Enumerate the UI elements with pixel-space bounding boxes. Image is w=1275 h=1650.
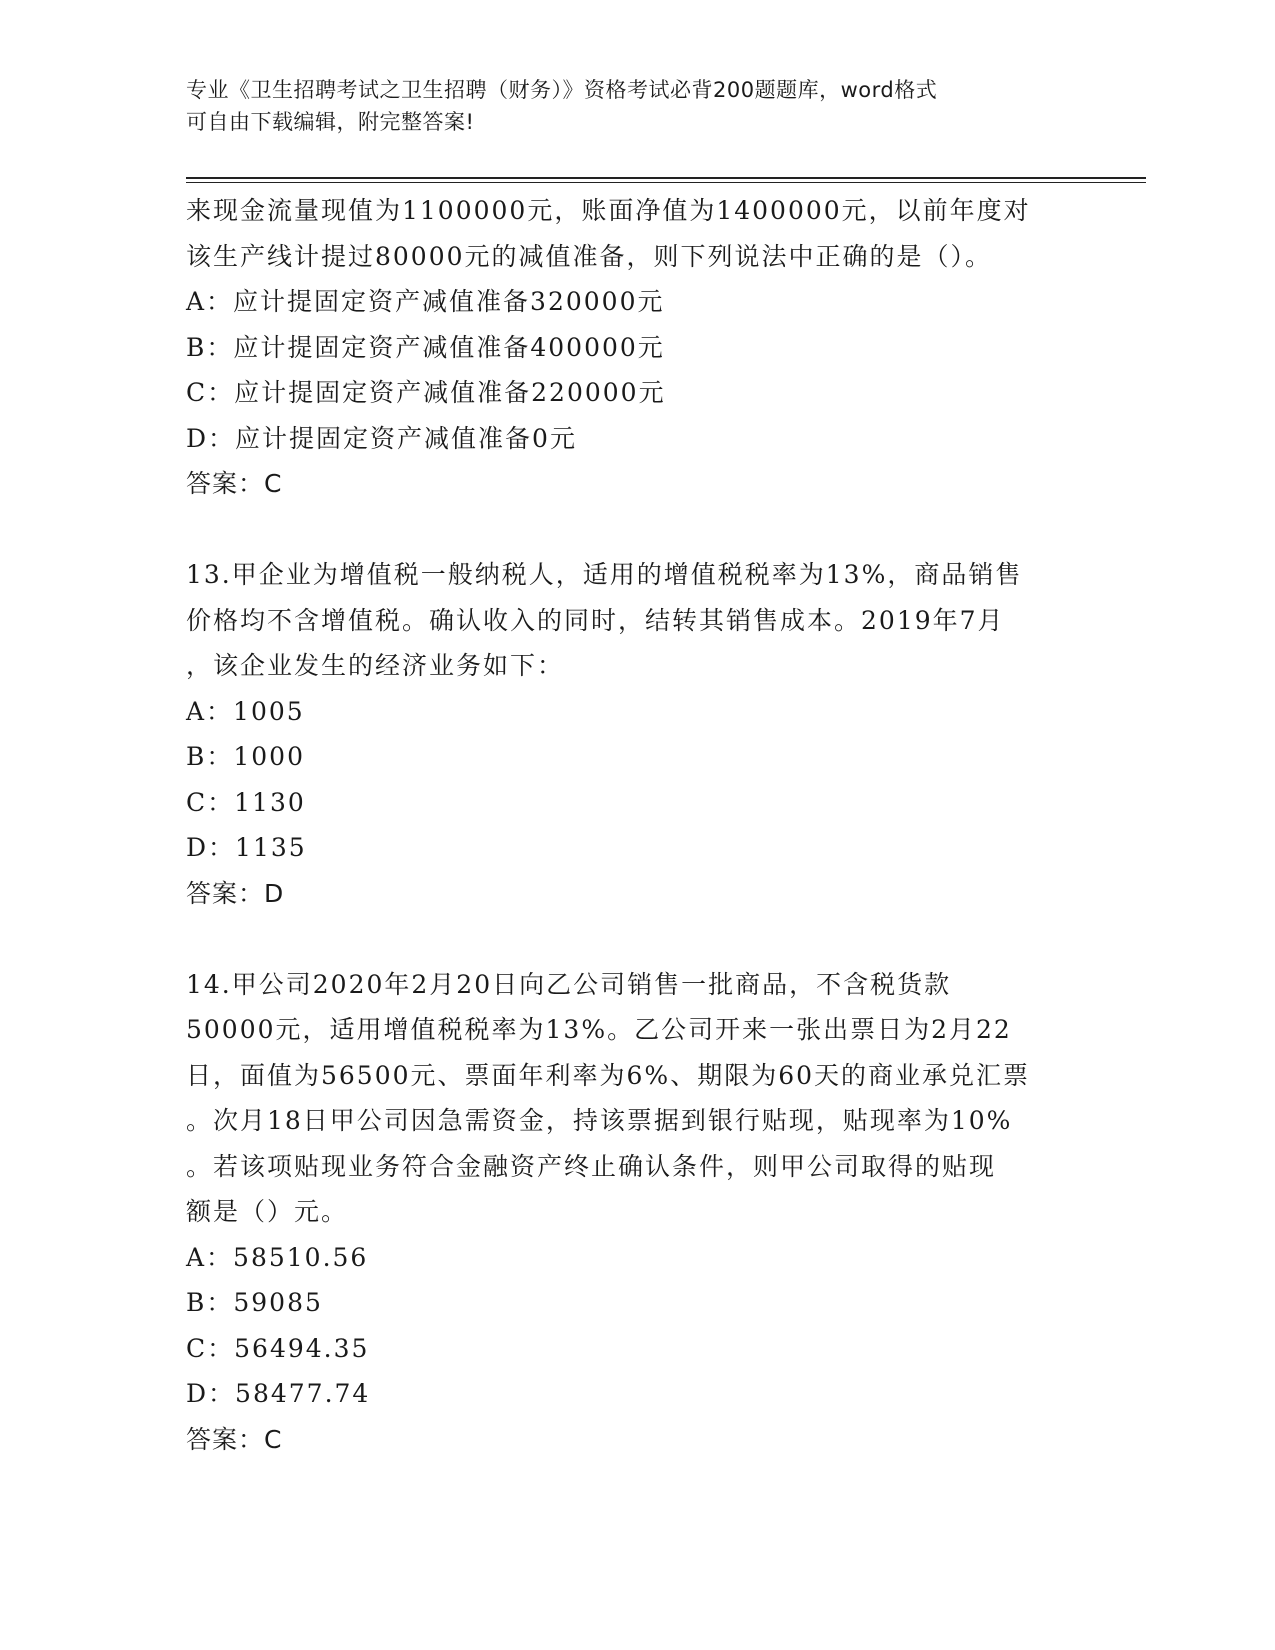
answer-line: 答案：D — [186, 878, 285, 908]
question-stem-line: 该生产线计提过80000元的减值准备，则下列说法中正确的是（）。 — [186, 241, 993, 271]
option-c: C：56494.35 — [186, 1333, 370, 1363]
option-a: A：应计提固定资产减值准备320000元 — [186, 287, 665, 316]
question-stem-line: 。次月18日甲公司因急需资金，持该票据到银行贴现，贴现率为10% — [186, 1106, 1013, 1135]
question-spacer — [186, 916, 1086, 962]
header-divider-thick — [186, 177, 1146, 179]
question-12 — [186, 188, 1086, 507]
option-c: C：应计提固定资产减值准备220000元 — [186, 378, 666, 407]
question-14 — [186, 962, 1086, 1463]
question-stem-line: 。若该项贴现业务符合金融资产终止确认条件，则甲公司取得的贴现 — [186, 1151, 997, 1181]
header-title-line-2: 可自由下载编辑，附完整答案! — [186, 110, 475, 134]
header-divider-thin — [186, 182, 1146, 183]
answer-line: 答案：C — [186, 469, 283, 498]
question-stem-line: ，该企业发生的经济业务如下： — [186, 651, 565, 680]
option-a: A：1005 — [186, 696, 305, 726]
option-d: D：58477.74 — [186, 1379, 371, 1408]
option-b: B：1000 — [186, 742, 305, 771]
question-stem-line: 价格均不含增值税。确认收入的同时，结转其销售成本。2019年7月 — [186, 605, 1005, 635]
question-stem-line: 来现金流量现值为1100000元，账面净值为1400000元，以前年度对 — [186, 196, 1031, 225]
option-b: B：59085 — [186, 1288, 323, 1317]
option-d: D：1135 — [186, 833, 307, 862]
option-d: D：应计提固定资产减值准备0元 — [186, 423, 577, 453]
document-header — [186, 74, 1066, 138]
question-spacer — [186, 507, 1086, 553]
option-b: B：应计提固定资产减值准备400000元 — [186, 332, 665, 362]
question-stem-line: 13.甲企业为增值税一般纳税人，适用的增值税税率为13%，商品销售 — [186, 560, 1023, 589]
option-c: C：1130 — [186, 787, 306, 817]
header-title-line-1: 专业《卫生招聘考试之卫生招聘（财务）》资格考试必背200题题库，word格式 — [186, 78, 938, 102]
document-body — [186, 188, 1086, 1462]
question-13 — [186, 552, 1086, 916]
option-a: A：58510.56 — [186, 1242, 369, 1272]
question-stem-line: 日，面值为56500元、票面年利率为6%、期限为60天的商业承兑汇票 — [186, 1060, 1031, 1090]
question-stem-line: 14.甲公司2020年2月20日向乙公司销售一批商品，不含税货款 — [186, 969, 952, 999]
answer-line: 答案：C — [186, 1424, 283, 1454]
question-stem-line: 额是（）元。 — [186, 1197, 349, 1226]
question-stem-line: 50000元，适用增值税税率为13%。乙公司开来一张出票日为2月22 — [186, 1015, 1012, 1044]
